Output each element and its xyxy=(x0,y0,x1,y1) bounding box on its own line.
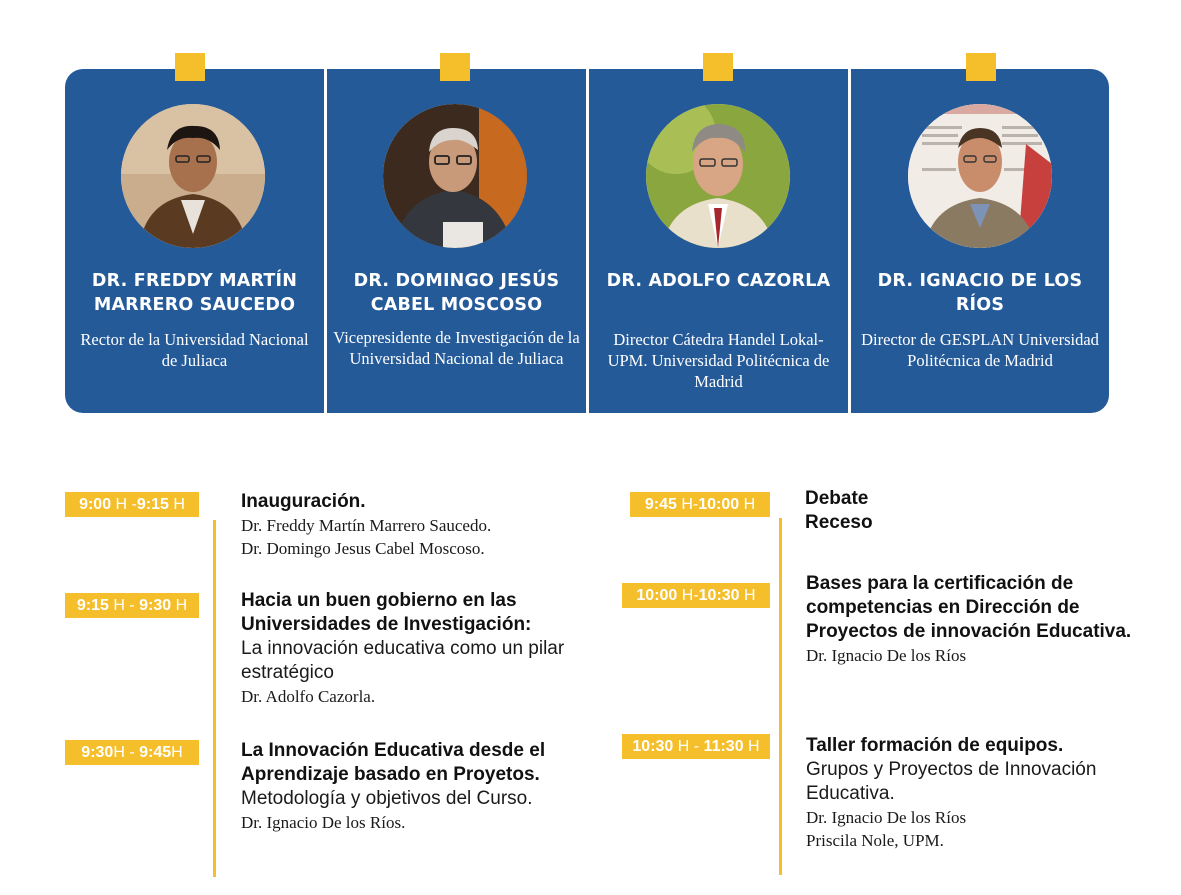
session-subtitle: Grupos y Proyectos de Innovación Educativa. xyxy=(806,759,1097,804)
speaker-photo-1 xyxy=(121,104,265,248)
session-speaker: Dr. Ignacio De los Ríos xyxy=(806,808,967,827)
session-title: Hacia un buen gobierno en las Universidades de Investigación: xyxy=(241,590,532,635)
timeline-line-right xyxy=(779,518,782,875)
card-tab xyxy=(966,53,996,81)
timeline-line-left xyxy=(213,520,216,877)
speaker-name-3: DR. ADOLFO CAZORLA xyxy=(606,271,831,291)
schedule-item xyxy=(806,572,1136,667)
session-subtitle: Metodología y objetivos del Curso. xyxy=(241,788,533,809)
speaker-card-1 xyxy=(65,69,324,413)
time-badge: 10:00 H-10:30 H xyxy=(622,583,770,608)
speaker-role-3: Director Cátedra Handel Lokal-UPM. Universidad Politécnica de Madrid xyxy=(607,330,830,391)
card-tab xyxy=(440,53,470,81)
time-badge: 10:30 H - 11:30 H xyxy=(622,734,770,759)
session-title: Debate Receso xyxy=(805,488,873,533)
session-speaker: Priscila Nole, UPM. xyxy=(806,831,944,850)
speaker-photo-2 xyxy=(383,104,527,248)
session-title: Bases para la certificación de competencias en Dirección de Proyectos de innovación Educativa. xyxy=(806,573,1132,642)
card-tab xyxy=(175,53,205,81)
session-title: La Innovación Educativa desde el Aprendizaje basado en Proyetos. xyxy=(241,740,546,785)
schedule-item xyxy=(805,487,905,535)
speaker-role-2: Vicepresidente de Investigación de la Universidad Nacional de Juliaca xyxy=(333,328,580,368)
schedule-item xyxy=(241,589,586,708)
session-speaker: Dr. Ignacio De los Ríos xyxy=(806,646,967,665)
speaker-card-3 xyxy=(589,69,848,413)
speaker-photo-4 xyxy=(908,104,1052,248)
session-speaker: Dr. Ignacio De los Ríos. xyxy=(241,813,406,832)
session-title: Inauguración. xyxy=(241,491,366,512)
time-badge: 9:30H - 9:45H xyxy=(65,740,199,765)
schedule-item xyxy=(241,490,581,560)
time-badge: 9:00 H -9:15 H xyxy=(65,492,199,517)
schedule-item xyxy=(806,734,1156,852)
speaker-name-1: DR. FREDDY MARTÍN MARRERO SAUCEDO xyxy=(91,271,298,315)
card-tab xyxy=(703,53,733,81)
session-speaker: Dr. Domingo Jesus Cabel Moscoso. xyxy=(241,539,485,558)
time-badge: 9:45 H-10:00 H xyxy=(630,492,770,517)
speaker-card-2 xyxy=(327,69,586,413)
speaker-role-4: Director de GESPLAN Universidad Politécnica de Madrid xyxy=(861,330,1099,370)
speaker-role-1: Rector de la Universidad Nacional de Juliaca xyxy=(80,330,309,370)
session-speaker: Dr. Freddy Martín Marrero Saucedo. xyxy=(241,516,492,535)
schedule-item xyxy=(241,739,591,834)
speaker-card-4 xyxy=(851,69,1109,413)
time-badge: 9:15 H - 9:30 H xyxy=(65,593,199,618)
speakers-panel xyxy=(65,69,1109,413)
speaker-name-2: DR. DOMINGO JESÚS CABEL MOSCOSO xyxy=(353,271,560,315)
session-title: Taller formación de equipos. xyxy=(806,735,1064,756)
speaker-photo-3 xyxy=(646,104,790,248)
session-speaker: Dr. Adolfo Cazorla. xyxy=(241,687,376,706)
speaker-name-4: DR. IGNACIO DE LOS RÍOS xyxy=(877,271,1083,315)
session-subtitle: La innovación educativa como un pilar estratégico xyxy=(241,638,565,683)
